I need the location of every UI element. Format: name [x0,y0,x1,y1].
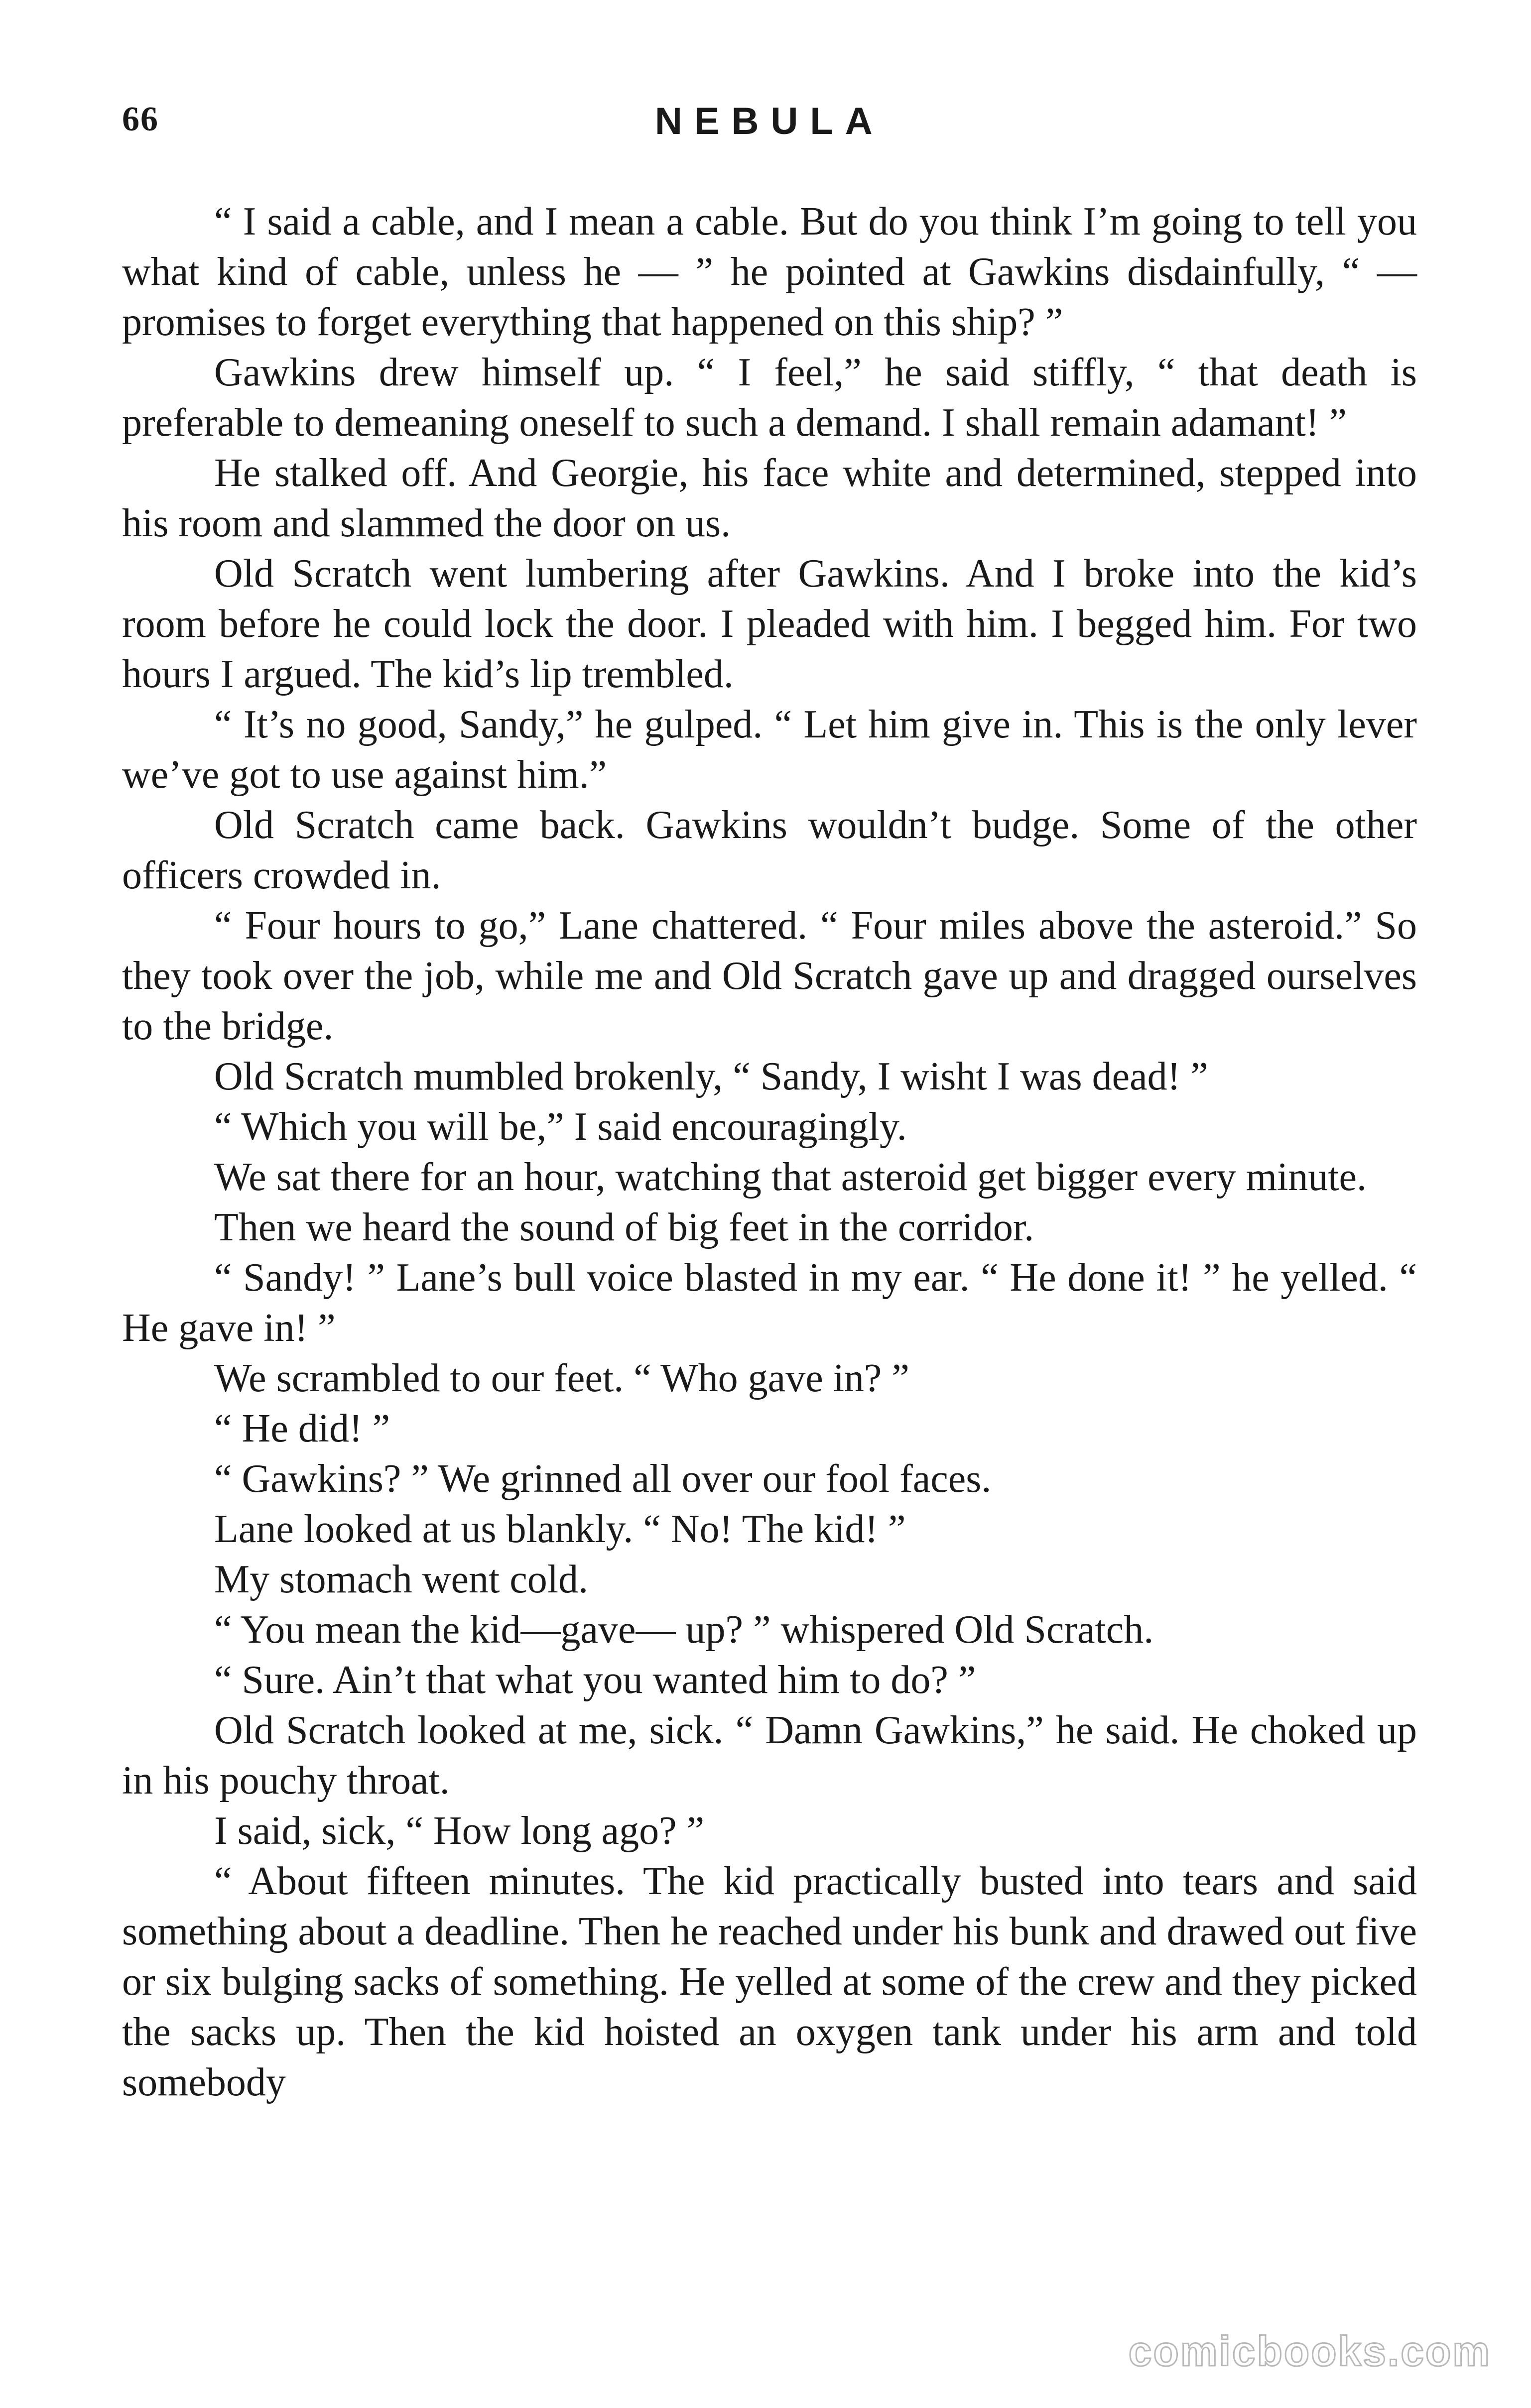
paragraph: “ I said a cable, and I mean a cable. But do you think I’m going to tell you what kind of cable, unless he — ” he pointed at Gawkins disdainfully, “ — promises to forget everything that happened on this ship? ” [122,200,1417,344]
paragraph: “ Sandy! ” Lane’s bull voice blasted in my ear. “ He done it! ” he yelled. “ He gave in! ” [122,1256,1417,1350]
paragraph: Lane looked at us blankly. “ No! The kid! ” [214,1507,906,1551]
paragraph: Old Scratch came back. Gawkins wouldn’t budge. Some of the other officers crowded in. [122,803,1417,897]
paragraph: Old Scratch mumbled brokenly, “ Sandy, I wisht I was dead! ” [214,1055,1208,1098]
paragraph: We scrambled to our feet. “ Who gave in? ” [214,1356,909,1400]
paragraph: I said, sick, “ How long ago? ” [214,1809,705,1853]
paragraph: My stomach went cold. [214,1558,588,1601]
paragraph: “ About fifteen minutes. The kid practically busted into tears and said something about a deadline. Then he reached under his bunk and drawed out five or six bulging sacks of something. He yelled at some of the crew and they picked the sacks up. Then the kid hoisted an oxygen tank under his arm and told somebody [122,1859,1417,2104]
paragraph: Gawkins drew himself up. “ I feel,” he said stiffly, “ that death is preferable to demeaning oneself to such a demand. I shall remain adamant! ” [122,351,1417,445]
paragraph: “ You mean the kid—gave— up? ” whispered Old Scratch. [214,1608,1154,1652]
page-header [122,100,1431,154]
page-number: 66 [122,100,159,138]
paragraph: Then we heard the sound of big feet in the corridor. [214,1205,1034,1249]
paragraph: “ It’s no good, Sandy,” he gulped. “ Let him give in. This is the only lever we’ve got to use against him.” [122,703,1417,797]
paragraph: “ Gawkins? ” We grinned all over our fool faces. [214,1457,992,1501]
paragraph: “ Sure. Ain’t that what you wanted him to do? ” [214,1658,976,1702]
story-text [122,197,1417,2108]
paragraph: Old Scratch looked at me, sick. “ Damn Gawkins,” he said. He choked up in his pouchy throat. [122,1708,1417,1803]
paragraph: He stalked off. And Georgie, his face white and determined, stepped into his room and slammed the door on us. [122,451,1417,545]
paragraph: We sat there for an hour, watching that asteroid get bigger every minute. [214,1155,1367,1199]
paragraph: “ Which you will be,” I said encouragingly. [214,1105,907,1149]
paragraph: Old Scratch went lumbering after Gawkins. And I broke into the kid’s room before he could lock the door. I pleaded with him. I begged him. For two hours I argued. The kid’s lip trembled. [122,552,1417,696]
site-watermark: comicbooks.com [1128,2328,1491,2375]
paragraph: “ Four hours to go,” Lane chattered. “ Four miles above the asteroid.” So they took over the job, while me and Old Scratch gave up and dragged ourselves to the bridge. [122,904,1417,1048]
running-title: NEBULA [655,100,885,142]
paragraph: “ He did! ” [214,1407,390,1450]
